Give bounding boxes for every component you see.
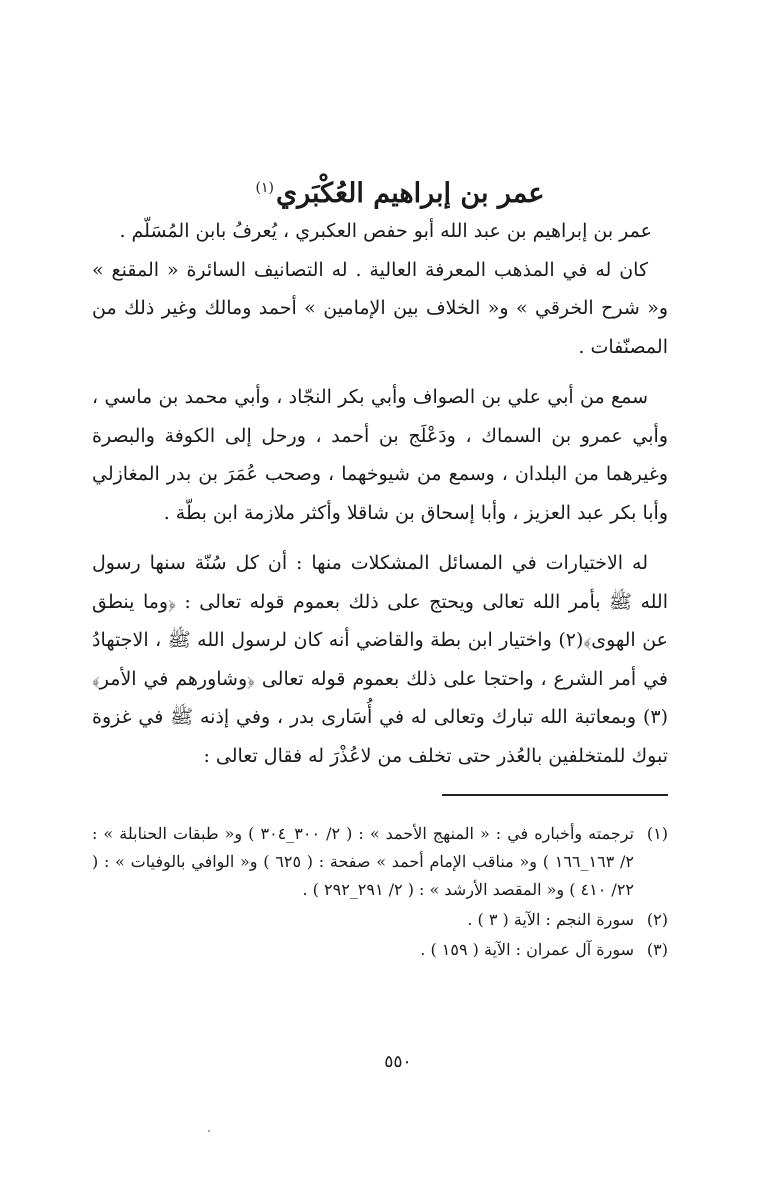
footnote-text: ترجمته وأخباره في : « المنهج الأحمد » : ( ٢/ ٣٠٠_٣٠٤ ) و« طبقات الحنابلة » : ٢/ ١٦٣_١٦٦ ) و« مناقب الإمام أحمد » صفحة : ( ٦٢٥ ) و« الوافي بالوفيات » : ( ٢٢/ ٤١٠ ) و« المقصد الأرشد » : ( ٢/ ٢٩١_٢٩٢ ) . (92, 824, 635, 899)
paragraph-opinions: له الاختيارات في المسائل المشكلات منها : أن كل سُنّة سنها رسول الله ﷺ بأمر الله تعالى ويحتج على ذلك بعموم قوله تعالى : ﴿وما ينطق عن الهوى﴾(٢) واختيار ابن بطة والقاضي أنه كان لرسول الله ﷺ ، الاجتهادُ في أمر الشرع ، واحتجا على ذلك بعموم قوله تعالى ﴿وشاورهم في الأمر﴾(٣) وبمعاتبة الله تبارك وتعالى له في أُسَارى بدر ، وفي إذنه ﷺ في غزوة تبوك للمتخلفين بالعُذر حتى تخلف من لاعُذْرَ له فقال تعالى : (92, 552, 668, 767)
chapter-title (0, 168, 760, 214)
footnote-text: سورة النجم : الآية ( ٣ ) . (467, 910, 634, 929)
footnote-number: (٣) (646, 940, 668, 959)
footnote-number: (١) (646, 824, 668, 843)
page-number: ٥٥٠ (384, 1052, 412, 1072)
footnote-item (92, 820, 668, 904)
chapter-title-text: عمر بن إبراهيم العُكْبَري (275, 178, 545, 210)
paragraph-teachers: سمع من أبي علي بن الصواف وأبي بكر النجّاد ، وأبي محمد بن ماسي ، وأبي عمرو بن السماك ، ودَعْلَج بن أحمد ، ورحل إلى الكوفة والبصرة وغيرهما من البلدان ، وسمع من شيوخهما ، وصحب عُمَرَ بن بدر المغازلي وأبا بكر عبد العزيز ، وأبا إسحاق بن شاقلا وأكثر ملازمة ابن بطّة . (92, 386, 668, 524)
body-text (92, 212, 668, 775)
footnote-text: سورة آل عمران : الآية ( ١٥٩ ) . (420, 940, 634, 959)
paragraph-name: عمر بن إبراهيم بن عبد الله أبو حفص العكبري ، يُعرفُ بابن المُسَلّم . (119, 220, 652, 242)
paragraph-works: كان له في المذهب المعرفة العالية . له التصانيف السائرة « المقنع » و« شرح الخرقي » و« الخلاف بين الإمامين » أحمد ومالك وغير ذلك من المصنّفات . (92, 258, 668, 358)
title-footnote-ref: (١) (255, 180, 274, 197)
footnote-number: (٢) (646, 910, 668, 929)
footnote-item (92, 906, 668, 934)
footnotes (92, 820, 668, 966)
footnote-item (92, 936, 668, 964)
scan-speck (208, 1130, 210, 1132)
footnote-divider (442, 794, 668, 796)
